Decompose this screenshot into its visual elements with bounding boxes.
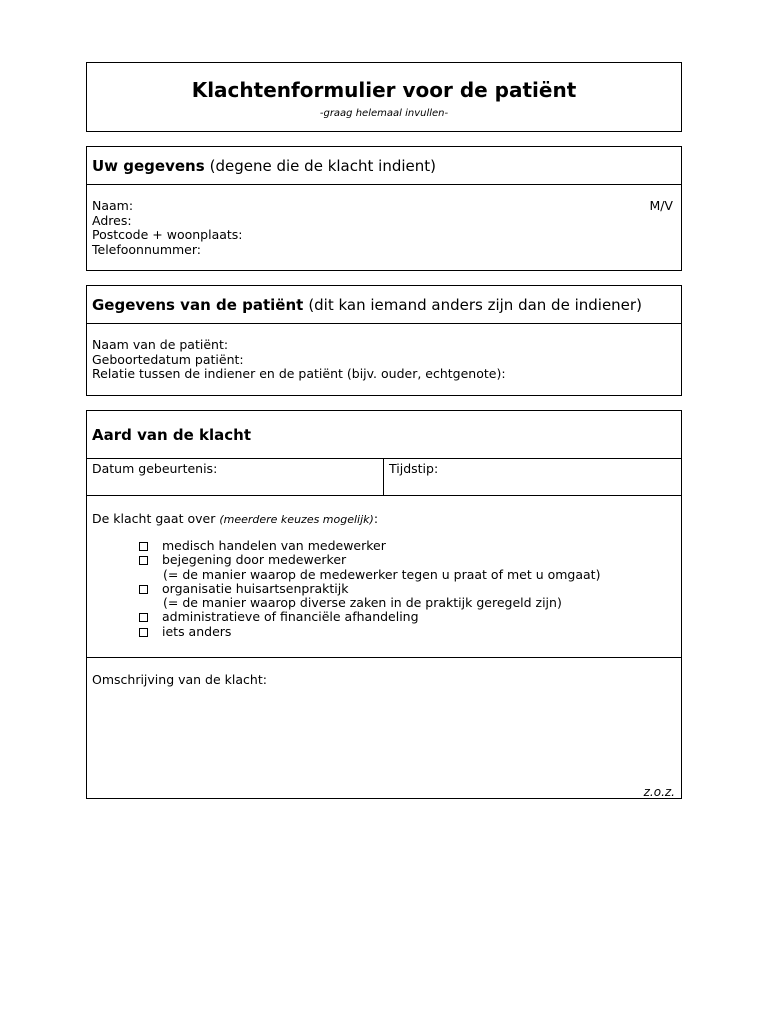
field-patient-birthdate[interactable]: Geboortedatum patiënt: (92, 351, 244, 367)
option-note: (= de manier waarop diverse zaken in de praktijk geregeld zijn) (163, 595, 562, 611)
option-organisation[interactable] (139, 582, 676, 596)
option-treatment[interactable] (139, 553, 676, 567)
field-phone[interactable]: Telefoonnummer: (92, 241, 202, 257)
complaint-description-label: Omschrijving van de klacht: (92, 672, 267, 687)
option-note: (= de manier waarop de medewerker tegen u praat of met u omgaat) (163, 566, 601, 582)
checkbox-icon[interactable] (139, 585, 148, 594)
checkbox-icon[interactable] (139, 542, 148, 551)
section-complaint (86, 410, 682, 799)
checkbox-icon[interactable] (139, 613, 148, 622)
complaint-topics-label (92, 511, 676, 526)
about-hint: (meerdere keuzes mogelijk) (219, 513, 374, 526)
field-event-time[interactable]: Tijdstip: (389, 461, 439, 476)
form-subtitle: -graag helemaal invullen- (319, 108, 449, 119)
form-title: Klachtenformulier voor de patiënt (191, 78, 577, 102)
complaint-topics (87, 496, 681, 658)
section-patient-heading (87, 286, 681, 324)
section-applicant-heading-rest: (degene die de klacht indient) (209, 156, 436, 175)
section-applicant-heading (87, 147, 681, 185)
option-label: bejegening door medewerker (162, 552, 347, 568)
option-label: administratieve of financiële afhandeling (162, 609, 419, 625)
complaint-description[interactable] (87, 658, 681, 799)
field-patient-name[interactable]: Naam van de patiënt: (92, 337, 229, 352)
option-label: iets anders (162, 623, 232, 639)
field-relation[interactable]: Relatie tussen de indiener en de patiënt (bijv. ouder, echtgenote): (92, 366, 506, 381)
section-patient-heading-rest: (dit kan iemand anders zijn dan de indiener) (308, 295, 642, 314)
gender-field[interactable]: M/V (649, 198, 673, 213)
field-address[interactable]: Adres: (92, 212, 132, 228)
field-postcode-city[interactable]: Postcode + woonplaats: (92, 227, 243, 242)
form-header (86, 62, 682, 132)
turn-over-note: z.o.z. (643, 785, 675, 799)
option-label: organisatie huisartsenpraktijk (162, 580, 349, 596)
checkbox-icon[interactable] (139, 628, 148, 637)
section-patient (86, 285, 682, 396)
about-colon: : (373, 511, 379, 526)
section-applicant (86, 146, 682, 271)
about-label: De klacht gaat over (92, 511, 216, 526)
option-other[interactable] (139, 625, 676, 639)
section-complaint-heading-bold: Aard van de klacht (92, 425, 252, 444)
section-patient-heading-bold: Gegevens van de patiënt (92, 295, 304, 314)
field-name[interactable]: Naam: (92, 198, 134, 213)
section-applicant-heading-bold: Uw gegevens (92, 156, 205, 175)
field-event-date[interactable]: Datum gebeurtenis: (87, 459, 384, 495)
checkbox-icon[interactable] (139, 556, 148, 565)
option-medical[interactable] (139, 539, 676, 553)
option-administrative[interactable] (139, 610, 676, 624)
section-complaint-heading (87, 411, 681, 459)
option-label: medisch handelen van medewerker (162, 538, 386, 553)
